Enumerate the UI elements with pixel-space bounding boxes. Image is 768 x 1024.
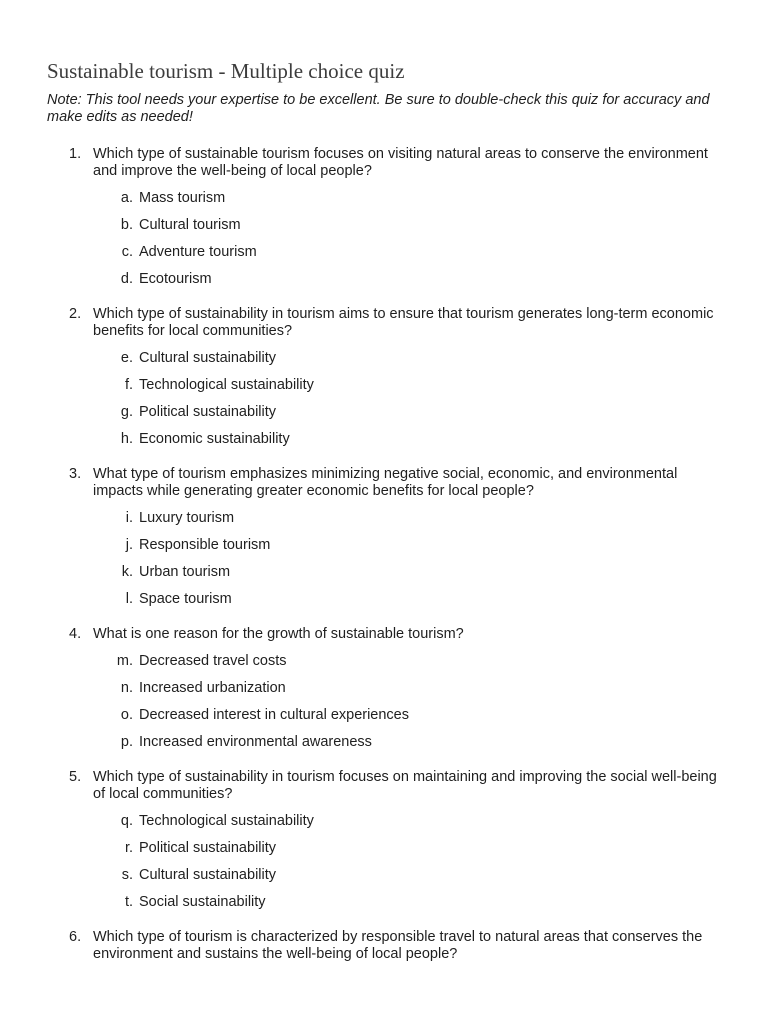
option-letter: q.: [120, 813, 133, 829]
option-text: Technological sustainability: [139, 813, 314, 829]
option-text: Increased urbanization: [139, 680, 286, 696]
option-letter: k.: [121, 564, 133, 580]
option-text: Responsible tourism: [139, 537, 271, 553]
answer-option: [93, 377, 727, 394]
option-letter: a.: [120, 190, 133, 206]
answer-option: [93, 707, 727, 724]
question-number: 1.: [69, 146, 82, 162]
answer-option: [93, 537, 727, 554]
answer-options: [93, 813, 727, 911]
option-text: Social sustainability: [139, 894, 266, 910]
answer-option: [93, 244, 727, 261]
option-letter: t.: [124, 894, 133, 910]
question-number: 4.: [69, 626, 82, 642]
option-letter: s.: [121, 867, 133, 883]
answer-option: [93, 510, 727, 527]
question-text: Which type of sustainable tourism focuses on visiting natural areas to conserve the environment and improve the well-being of local people?: [93, 146, 708, 179]
option-text: Urban tourism: [139, 564, 231, 580]
question-list: [47, 146, 727, 963]
question-number: 5.: [69, 769, 82, 785]
answer-option: [93, 894, 727, 911]
option-text: Political sustainability: [139, 404, 277, 420]
question-text: Which type of sustainability in tourism aims to ensure that tourism generates long-term economic benefits for local communities?: [93, 306, 714, 339]
document-page: [47, 56, 727, 981]
question-text: Which type of tourism is characterized by responsible travel to natural areas that conserves the environment and sustains the well-being of local people?: [93, 929, 703, 962]
answer-option: [93, 350, 727, 367]
quiz-question: [47, 306, 727, 448]
answer-option: [93, 840, 727, 857]
option-text: Cultural sustainability: [139, 867, 277, 883]
option-letter: o.: [120, 707, 133, 723]
option-text: Ecotourism: [139, 271, 212, 287]
option-letter: p.: [120, 734, 133, 750]
answer-options: [93, 653, 727, 751]
answer-option: [93, 431, 727, 448]
option-text: Cultural sustainability: [139, 350, 277, 366]
option-text: Economic sustainability: [139, 431, 290, 447]
option-letter: g.: [120, 404, 133, 420]
answer-option: [93, 190, 727, 207]
answer-option: [93, 653, 727, 670]
quiz-question: [47, 626, 727, 751]
option-text: Mass tourism: [139, 190, 226, 206]
answer-option: [93, 813, 727, 830]
option-text: Luxury tourism: [139, 510, 235, 526]
answer-option: [93, 217, 727, 234]
answer-options: [93, 350, 727, 448]
question-text: Which type of sustainability in tourism focuses on maintaining and improving the social well-being of local communities?: [93, 769, 717, 802]
option-letter: h.: [120, 431, 133, 447]
answer-options: [93, 190, 727, 288]
option-letter: j.: [125, 537, 133, 553]
answer-option: [93, 591, 727, 608]
option-text: Cultural tourism: [139, 217, 241, 233]
answer-option: [93, 680, 727, 697]
option-text: Increased environmental awareness: [139, 734, 372, 750]
answer-options: [93, 510, 727, 608]
option-letter: m.: [116, 653, 133, 669]
document-note: Note: This tool needs your expertise to be excellent. Be sure to double-check this quiz for accuracy and make edits as needed!: [47, 92, 710, 125]
option-letter: d.: [120, 271, 133, 287]
quiz-question: [47, 929, 727, 963]
option-letter: f.: [124, 377, 133, 393]
option-letter: r.: [124, 840, 133, 856]
option-text: Technological sustainability: [139, 377, 314, 393]
quiz-question: [47, 769, 727, 911]
option-text: Adventure tourism: [139, 244, 257, 260]
document-title: Sustainable tourism - Multiple choice quiz: [47, 59, 405, 83]
option-letter: l.: [125, 591, 133, 607]
answer-option: [93, 404, 727, 421]
option-letter: e.: [120, 350, 133, 366]
option-letter: i.: [125, 510, 133, 526]
option-text: Political sustainability: [139, 840, 277, 856]
quiz-question: [47, 466, 727, 608]
quiz-question: [47, 146, 727, 288]
answer-option: [93, 734, 727, 751]
option-text: Space tourism: [139, 591, 232, 607]
option-text: Decreased travel costs: [139, 653, 287, 669]
option-text: Decreased interest in cultural experiences: [139, 707, 409, 723]
question-number: 2.: [69, 306, 82, 322]
answer-option: [93, 867, 727, 884]
answer-option: [93, 271, 727, 288]
answer-option: [93, 564, 727, 581]
option-letter: n.: [120, 680, 133, 696]
question-text: What type of tourism emphasizes minimizing negative social, economic, and environmental impacts while generating greater economic benefits for local people?: [93, 466, 678, 499]
question-number: 6.: [69, 929, 82, 945]
option-letter: b.: [120, 217, 133, 233]
option-letter: c.: [121, 244, 133, 260]
question-text: What is one reason for the growth of sustainable tourism?: [93, 626, 464, 642]
question-number: 3.: [69, 466, 82, 482]
